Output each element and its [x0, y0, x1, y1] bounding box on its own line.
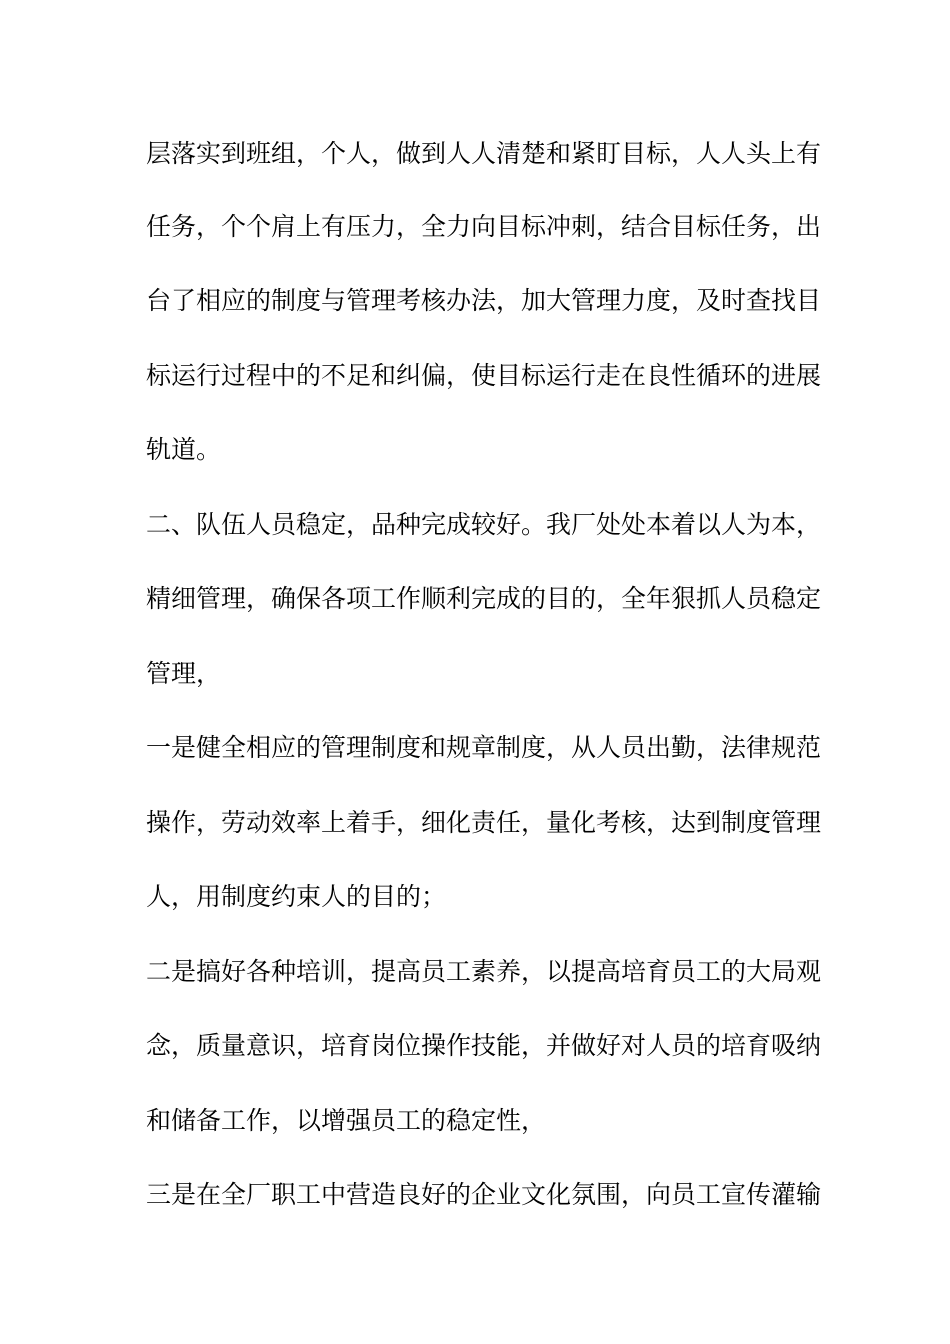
text-line: 二是搞好各种培训，提高员工素养，以提高培育员工的大局观: [146, 957, 822, 986]
text-line: 一是健全相应的管理制度和规章制度，从人员出勤，法律规范: [146, 733, 822, 762]
text-line: 人，用制度约束人的目的；: [146, 882, 447, 911]
text-line: 和储备工作，以增强员工的稳定性，: [146, 1106, 547, 1135]
text-line: 念，质量意识，培育岗位操作技能，并做好对人员的培育吸纳: [146, 1031, 822, 1060]
text-line: 精细管理，确保各项工作顺利完成的目的，全年狠抓人员稳定: [146, 584, 822, 613]
text-line: 任务，个个肩上有压力，全力向目标冲刺，结合目标任务，出: [146, 212, 822, 241]
text-line: 层落实到班组，个人，做到人人清楚和紧盯目标，人人头上有: [146, 139, 822, 168]
text-line: 轨道。: [146, 435, 222, 464]
text-line: 管理，: [146, 659, 222, 688]
text-line: 三是在全厂职工中营造良好的企业文化氛围，向员工宣传灌输: [146, 1180, 822, 1209]
text-line: 标运行过程中的不足和纠偏，使目标运行走在良性循环的进展: [146, 361, 822, 390]
text-line: 操作，劳动效率上着手，细化责任，量化考核，达到制度管理: [146, 808, 822, 837]
section-heading: 二、队伍人员稳定，品种完成较好。我厂处处本着以人为本，: [146, 510, 822, 539]
text-line: 台了相应的制度与管理考核办法，加大管理力度，及时查找目: [146, 286, 822, 315]
